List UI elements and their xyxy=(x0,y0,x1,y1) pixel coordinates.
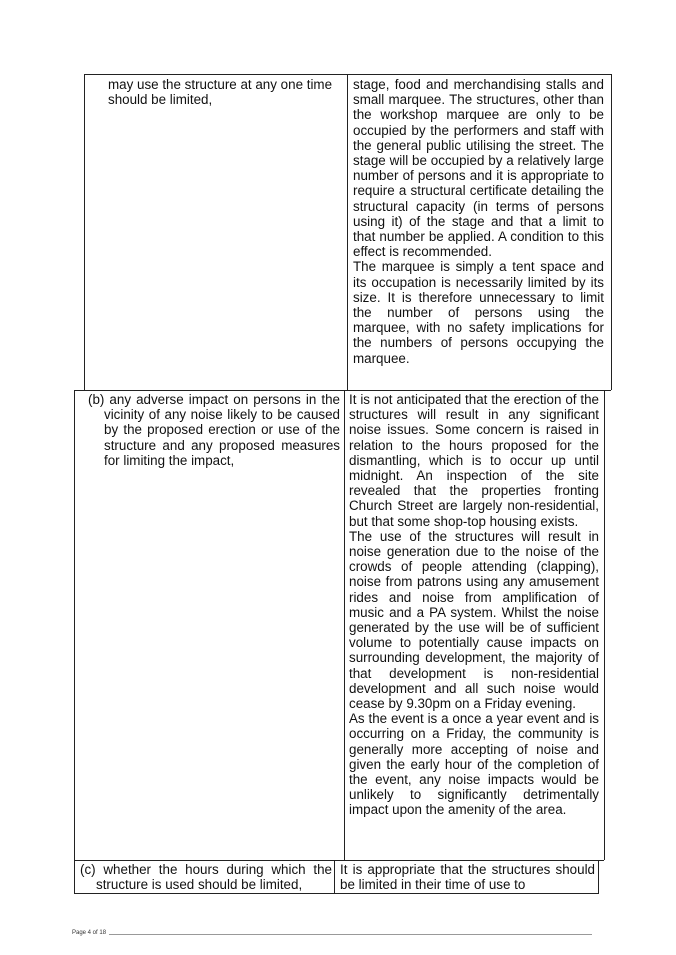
table-border-bottom xyxy=(74,893,599,894)
row-2-assessment-para-3: As the event is a once a year event and is occurring on a Friday, the community is generally more accepting of noise and given the early hour of the completion of the event, any noise impacts would be unlikely to significantly detrimentally impact upon the amenity of the area. xyxy=(349,711,599,818)
row-3-criterion-text: (c) whether the hours during which the structure is used should be limited, xyxy=(80,862,332,893)
row-1-assessment-para-1: stage, food and merchandising stalls and small marquee. The structures, other than the workshop marquee are only to be occupied by the performers and staff with the general public utilising the street. The stage will be occupied by a relatively large number of persons and it is appropriate to require a structural certificate detailing the structural capacity (in terms of persons using it) of the stage and that a limit to that number be applied. A condition to this effect is recommended. xyxy=(353,77,604,260)
page-number: Page 4 of 18 xyxy=(72,930,109,936)
row-2-assessment-para-2: The use of the structures will result in noise generation due to the noise of the crowds of people attending (clapping), noise from patrons using any amusement rides and noise from amplification of music and a PA system. Whilst the noise generated by the use will be of sufficient volume to potentially cause impacts on surrounding development, the majority of that development is non-residential development and all such noise would cease by 9.30pm on a Friday evening. xyxy=(349,528,599,712)
row-2-assessment-para-1: It is not anticipated that the erection of the structures will result in any significant noise issues. Some concern is raised in relation to the hours proposed for the dismantling, which is to occur up until midnight. An inspection of the site revealed that the properties fronting Church Street are largely non-residential, but that some shop-top housing exists. xyxy=(349,392,599,529)
table-column-divider-b xyxy=(344,390,345,860)
row-1-criterion-cell xyxy=(108,77,344,107)
table-border-left-upper xyxy=(84,74,85,390)
table-column-divider-a xyxy=(347,74,348,390)
row-2-assessment-cell xyxy=(349,392,599,818)
table-border-right-a xyxy=(611,74,612,390)
row-2-criterion-text: (b) any adverse impact on persons in the vicinity of any noise likely to be caused by the proposed erection or use of the structure and any proposed measures for limiting the impact, xyxy=(88,392,340,468)
table-border-right-c xyxy=(598,860,599,894)
row-2-criterion-cell xyxy=(88,392,340,468)
footer-rule xyxy=(72,934,592,935)
row-divider-2 xyxy=(74,860,604,861)
row-3-assessment-cell xyxy=(340,862,595,892)
table-column-divider-c xyxy=(334,860,335,894)
row-3-criterion-cell xyxy=(80,862,332,892)
table-border-left-lower xyxy=(74,390,75,894)
row-1-assessment-para-2: The marquee is simply a tent space and its occupation is necessarily limited by its size. It is therefore unnecessary to limit the number of persons using the marquee, with no safety implications for the numbers of persons occupying the marquee. xyxy=(353,259,604,366)
row-3-assessment-text: It is appropriate that the structures should be limited in their time of use to xyxy=(340,862,595,893)
row-1-criterion-text: may use the structure at any one time should be limited, xyxy=(108,77,333,108)
row-divider-1 xyxy=(74,390,611,391)
row-1-assessment-cell xyxy=(353,77,604,366)
table-border-right-b xyxy=(604,390,605,860)
